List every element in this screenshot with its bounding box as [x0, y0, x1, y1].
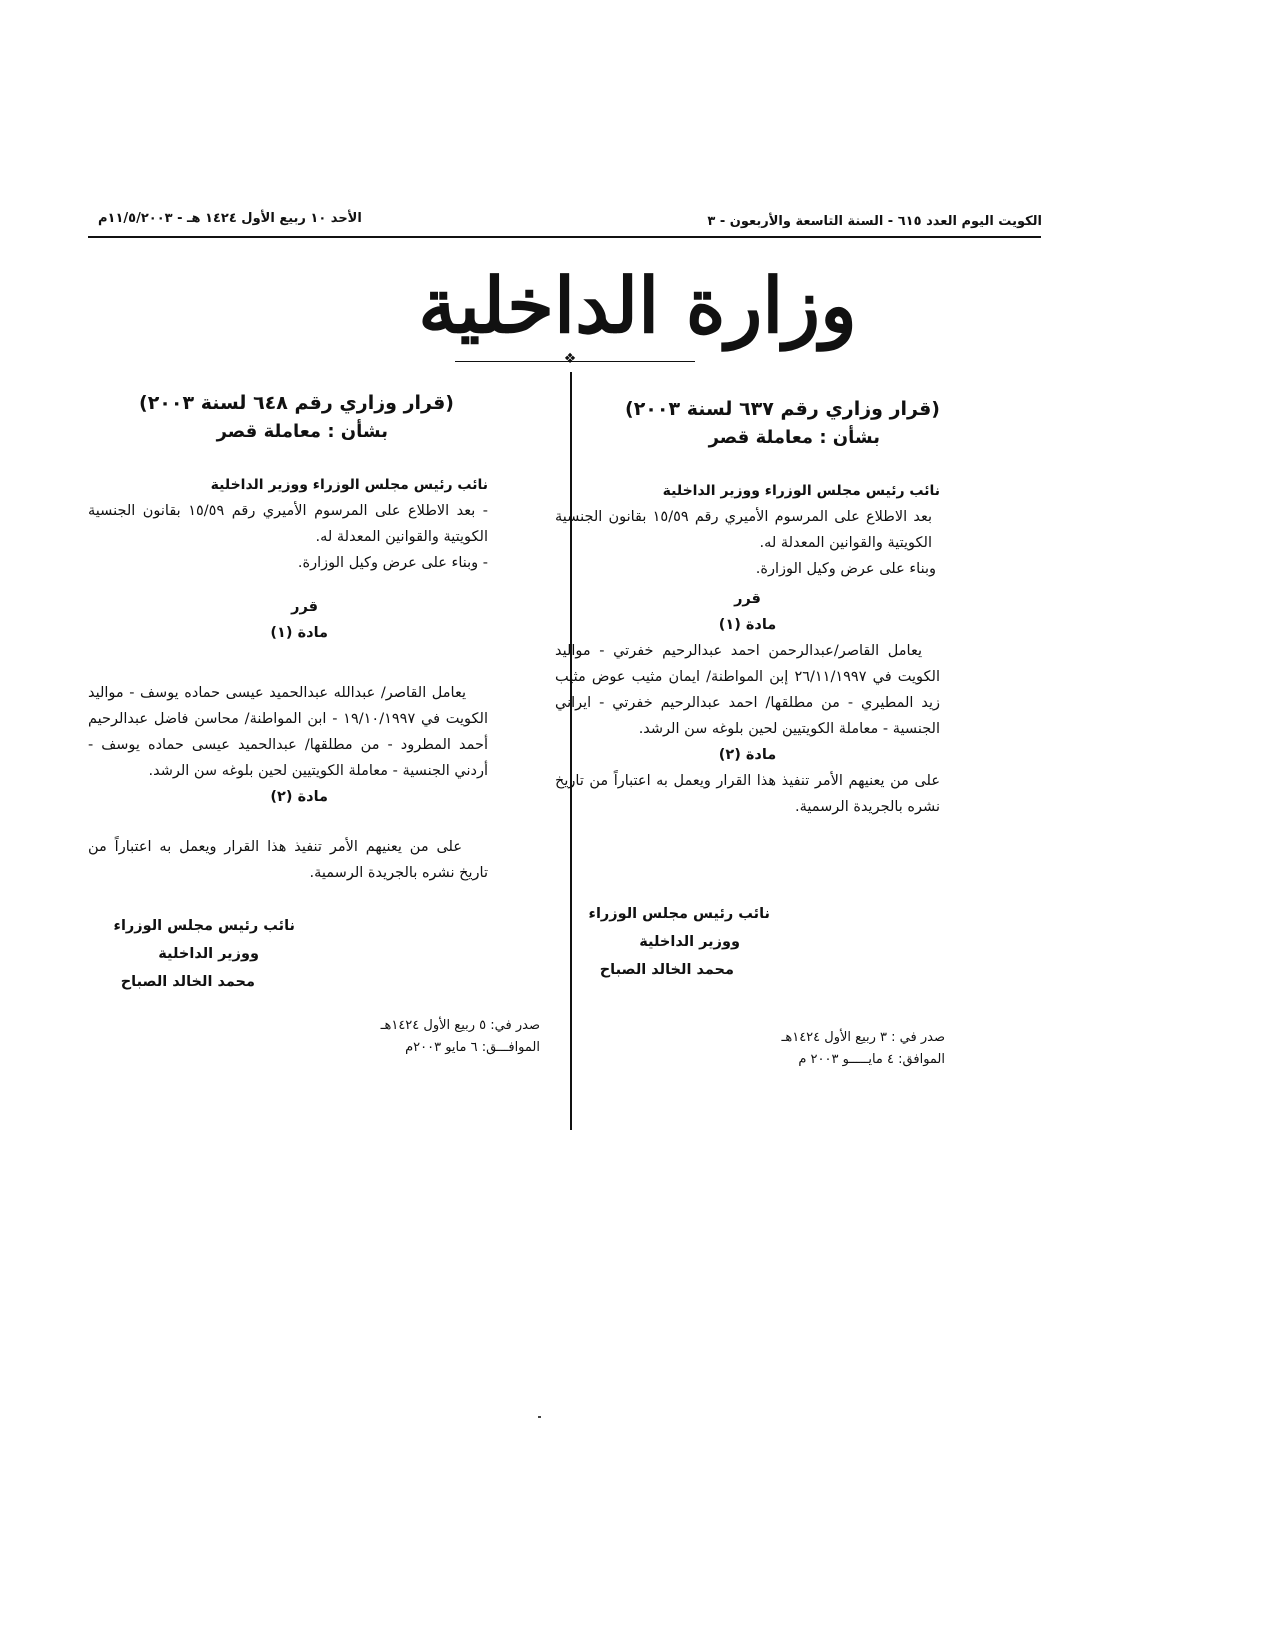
decree-637	[555, 394, 940, 820]
article-1-title: مادة (١)	[718, 617, 777, 633]
article-2-text: على من يعنيهم الأمر تنفيذ هذا القرار ويعمل به اعتباراً من تاريخ نشره بالجريدة الرسمية.	[88, 839, 488, 881]
article-1-title: مادة (١)	[270, 625, 328, 641]
signature-line-1: نائب رئيس مجلس الوزراء	[588, 906, 770, 922]
decree-issuer: نائب رئيس مجلس الوزراء ووزير الداخلية	[210, 477, 488, 493]
article-2-title: مادة (٢)	[270, 789, 328, 805]
decree-637-signature	[570, 900, 770, 984]
decree-648	[88, 388, 488, 886]
signature-line-1: نائب رئيس مجلس الوزراء	[113, 918, 295, 934]
article-2-title: مادة (٢)	[718, 747, 777, 763]
signature-line-2: ووزير الداخلية	[158, 946, 259, 962]
scan-speck	[538, 1416, 541, 1418]
issued-hijri: صدر في: ٥ ربيع الأول ١٤٢٤هـ	[380, 1018, 540, 1033]
preamble-law: - بعد الاطلاع على المرسوم الأميري رقم ١٥/٥٩ بقانون الجنسية الكويتية والقوانين المعدلة له.	[88, 503, 489, 545]
article-1-text: يعامل القاصر/ عبدالله عبدالحميد عيسى حماده يوسف - مواليد الكويت في ١٩/١٠/١٩٩٧ - ابن المواطنة/ محاسن فاضل عبدالرحيم أحمد المطرود - من مطلقها/ عبدالحميد عيسى حماده يوسف - أردني الجنسية - معاملة الكويتيين لحين بلوغه سن الرشد.	[88, 685, 488, 779]
header-rule	[88, 236, 1041, 238]
decree-648-signature	[95, 912, 295, 996]
signature-line-2: ووزير الداخلية	[639, 934, 740, 950]
signature-name: محمد الخالد الصباح	[599, 962, 734, 978]
header-date: الأحد ١٠ ربيع الأول ١٤٢٤ هـ - ١١/٥/٢٠٠٣م	[98, 211, 362, 226]
decided-label: قرر	[734, 591, 761, 607]
decree-title: (قرار وزاري رقم ٦٣٧ لسنة ٢٠٠٣)	[625, 398, 940, 420]
issued-hijri: صدر في : ٣ ربيع الأول ١٤٢٤هـ	[781, 1030, 945, 1045]
header-issue-info: الكويت اليوم العدد ٦١٥ - السنة التاسعة والأربعون - ٣	[707, 214, 1042, 229]
signature-name: محمد الخالد الصباح	[120, 974, 255, 990]
decree-subject: بشأن : معاملة قصر	[708, 427, 880, 448]
decree-title: (قرار وزاري رقم ٦٤٨ لسنة ٢٠٠٣)	[139, 392, 454, 414]
decree-648-issued	[340, 1015, 540, 1059]
article-2-text: على من يعنيهم الأمر تنفيذ هذا القرار ويعمل به اعتباراً من تاريخ نشره بالجريدة الرسمية.	[555, 773, 940, 815]
decided-label: قرر	[291, 599, 318, 615]
ornament-icon: ❖	[563, 351, 577, 367]
decree-subject: بشأن : معاملة قصر	[216, 421, 388, 442]
preamble-proposal: وبناء على عرض وكيل الوزارة.	[755, 561, 936, 577]
decree-issuer: نائب رئيس مجلس الوزراء ووزير الداخلية	[662, 483, 940, 499]
ministry-title: وزارة الداخلية	[418, 261, 857, 350]
article-1-text: يعامل القاصر/عبدالرحمن احمد عبدالرحيم خفرتي - مواليد الكويت في ٢٦/١١/١٩٩٧ إبن المواطنة/ ايمان مثيب عوض مثيب زيد المطيري - من مطلقها/ احمد عبدالرحيم خفرتي - ايراني الجنسية - معاملة الكويتيين لحين بلوغه سن الرشد.	[555, 643, 940, 737]
preamble-law: بعد الاطلاع على المرسوم الأميري رقم ١٥/٥٩ بقانون الجنسية الكويتية والقوانين المعدلة له.	[555, 509, 932, 551]
decree-637-issued	[740, 1027, 945, 1071]
issued-gregorian: الموافق: ٤ مايـــــو ٢٠٠٣ م	[798, 1052, 945, 1067]
issued-gregorian: الموافـــق: ٦ مايو ٢٠٠٣م	[405, 1040, 540, 1055]
preamble-proposal: - وبناء على عرض وكيل الوزارة.	[297, 555, 488, 571]
